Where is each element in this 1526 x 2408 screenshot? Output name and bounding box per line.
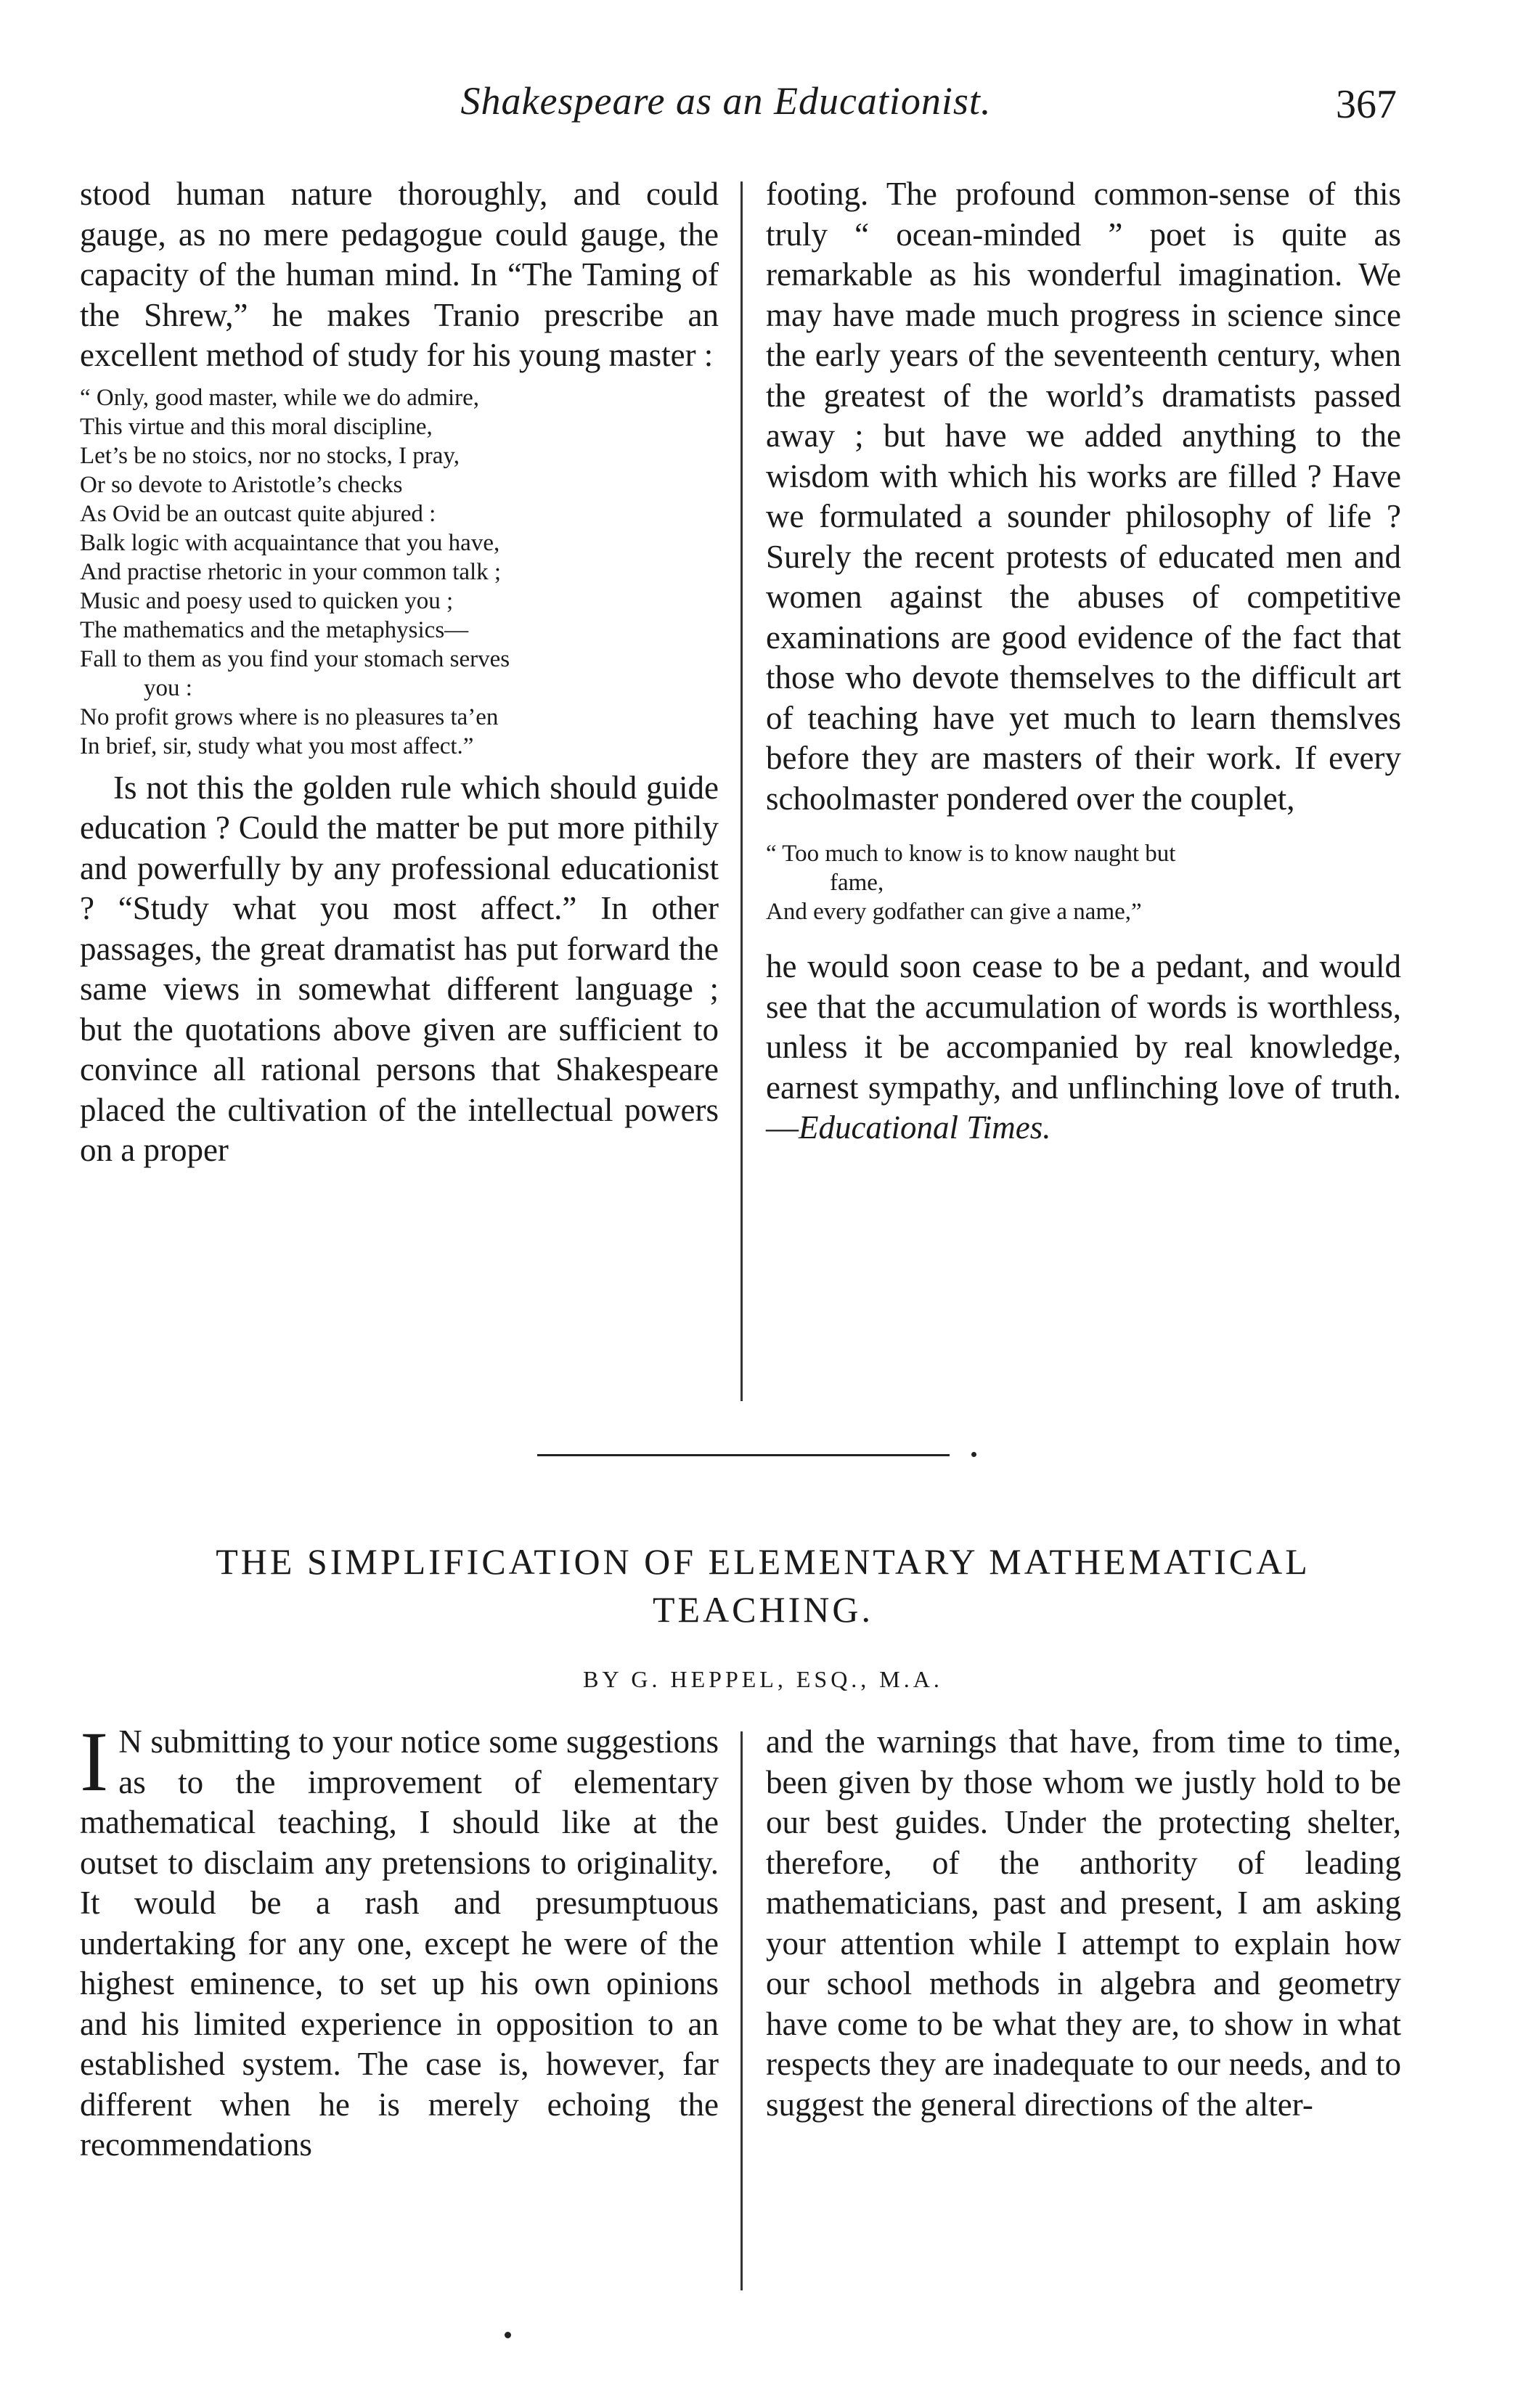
title-line: THE SIMPLIFICATION OF ELEMENTARY MATHEMATICAL — [216, 1541, 1310, 1582]
paragraph: and the warnings that have, from time to time, been given by those whom we justly hold to be our best guides. Under the protecting shelter, therefore, of the anthority of leading mathematicians, past and present, I am asking your attention while I attempt to explain how our school methods in algebra and geometry have come to be what they are, to show in what respects they are inadequate to our needs, and to suggest the general directions of the alter- — [766, 1723, 1401, 2123]
article-title — [87, 1538, 1439, 1633]
verse-line: The mathematics and the metaphysics— — [80, 616, 469, 643]
separator-dot — [971, 1452, 976, 1457]
byline: BY G. HEPPEL, ESQ., M.A. — [583, 1666, 943, 1692]
footer-mark — [505, 2332, 511, 2338]
paragraph — [766, 947, 1401, 1148]
verse-line: Or so devote to Aristotle’s checks — [80, 471, 403, 498]
running-title: Shakespeare as an Educationist. — [460, 79, 992, 123]
first-word: N — [118, 1723, 142, 1760]
verse-line: you : — [144, 674, 192, 701]
drop-cap: I — [80, 1714, 109, 1809]
upper-left-column — [80, 174, 719, 1171]
article-left-column — [80, 1714, 719, 2166]
verse-line: And every godfather can give a name,” — [766, 899, 1142, 925]
closing-text: he would soon cease to be a pedant, and would see that the accumulation of words is worthless, unless it be accompanied by real knowledge, earnest sympathy, and unflinching love of truth.— — [766, 948, 1401, 1146]
body-text: submitting to your notice some suggestions as to the improvement of elementary mathematical teaching, I should like at the outset to disclaim any pretensions to originality. It would be a rash and presumptuous undertaking for any one, except he were of the highest eminence, to set up his own opinions and his limited experience in opposition to an established system. The case is, however, far different when he is merely echoing the recommendations — [80, 1723, 719, 2163]
title-line: TEACHING. — [652, 1589, 874, 1630]
section-separator — [537, 1454, 950, 1456]
verse-line: As Ovid be an outcast quite abjured : — [80, 500, 436, 527]
upper-right-column — [766, 174, 1401, 1148]
quoted-couplet — [766, 839, 1401, 926]
paragraph: Is not this the golden rule which should guide education ? Could the matter be put more pithily and powerfully by any professional educationist ? “Study what you most affect.” In other passages, the great dramatist has put forward the same views in somewhat different language ; but the quotations above given are sufficient to convince all rational persons that Shakespeare placed the cultivation of the intellectual powers on a proper — [80, 769, 719, 1168]
verse-line: Let’s be no stoics, nor no stocks, I pray, — [80, 442, 460, 469]
page-number: 367 — [1336, 82, 1397, 127]
quoted-verse — [80, 383, 719, 761]
column-rule — [740, 1731, 743, 2290]
article-right-column — [766, 1722, 1401, 2125]
verse-line: Balk logic with acquaintance that you have, — [80, 529, 500, 556]
verse-line: This virtue and this moral discipline, — [80, 413, 433, 440]
paragraph: footing. The profound common-sense of this truly “ ocean-minded ” poet is quite as remarkable as his wonderful imagination. We may have made much progress in science since the early years of the seventeenth century, when the greatest of the world’s dramatists passed away ; but have we added anything to the wisdom with which his works are filled ? Have we formulated a sounder philosophy of life ? Surely the recent protests of educated men and women against the abuses of competitive examinations are good evidence of the fact that those who devote themselves to the difficult art of teaching have yet much to learn themslves before they are masters of their work. If every schoolmaster pondered over the couplet, — [766, 176, 1401, 817]
paragraph: stood human nature thoroughly, and could gauge, as no mere pedagogue could gauge, the capacity of the human mind. In “The Taming of the Shrew,” he makes Tranio prescribe an excellent method of study for his young master : — [80, 176, 719, 373]
verse-line: No profit grows where is no pleasures ta’en — [80, 703, 499, 730]
verse-line: “ Too much to know is to know naught but — [766, 841, 1176, 867]
verse-line: In brief, sir, study what you most affect.” — [80, 732, 474, 759]
verse-line: Music and poesy used to quicken you ; — [80, 587, 454, 614]
verse-line: “ Only, good master, while we do admire, — [80, 384, 480, 411]
verse-line: Fall to them as you find your stomach serves — [80, 645, 510, 672]
verse-line: fame, — [830, 870, 884, 896]
column-rule — [740, 181, 743, 1401]
paragraph — [80, 1714, 719, 2166]
verse-line: And practise rhetoric in your common talk ; — [80, 558, 502, 585]
source-attribution: Educational Times. — [799, 1109, 1051, 1146]
